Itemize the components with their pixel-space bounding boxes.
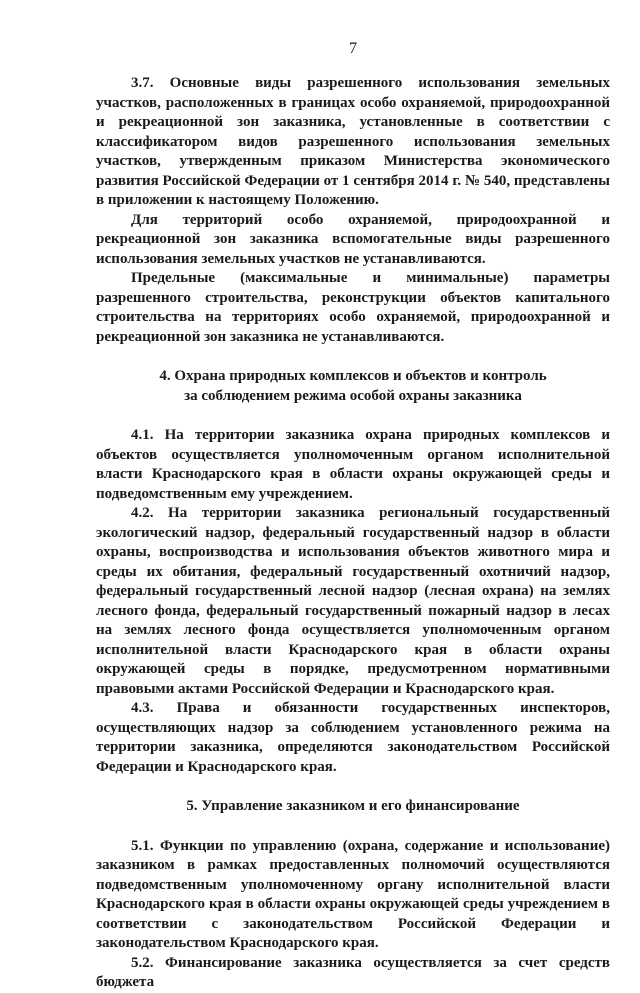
page-number: 7	[349, 40, 357, 57]
paragraph-5-2: 5.2. Финансирование заказника осуществляется за счет средств бюджета	[96, 954, 610, 990]
section-4-heading	[96, 367, 610, 406]
paragraph-4-3: 4.3. Права и обязанности государственных инспекторов, осуществляющих надзор за соблюдением установленного режима на территории заказника, определяются законодательством Российской Федерации и Краснодарского края.	[96, 700, 610, 775]
paragraph-5-1: 5.1. Функции по управлению (охрана, содержание и использование) заказником в рамках предоставленных полномочий осуществляются подведомственным уполномоченному органу исполнительной власти Краснодарского края в области охраны окружающей среды учреждением в соответствии с законодательством Российской Федерации и законодательством Краснодарского края.	[96, 837, 610, 951]
paragraph-4-1: 4.1. На территории заказника охрана природных комплексов и объектов осуществляется уполномоченным органом исполнительной власти Краснодарского края в области охраны окружающей среды и подведомственным ему учреждением.	[96, 427, 610, 502]
section-4-heading-line-2: за соблюдением режима особой охраны заказника	[184, 387, 522, 404]
paragraph-4-2: 4.2. На территории заказника региональный государственный экологический надзор, федеральный государственный надзор в области охраны, воспроизводства и использования объектов животного мира и среды их обитания, федеральный государственный охотничий надзор, федеральный государственный лесной надзор (лесная охрана) на землях лесного фонда, федеральный государственный пожарный надзор в лесах на землях лесного фонда осуществляется уполномоченным органом исполнительной власти Краснодарского края в области охраны окружающей среды в порядке, предусмотренном нормативными правовыми актами Российской Федерации и Краснодарского края.	[96, 505, 610, 697]
paragraph-auxiliary-uses: Для территорий особо охраняемой, природоохранной и рекреационной зон заказника вспомогательные виды разрешенного использования земельных участков не устанавливаются.	[96, 211, 610, 267]
section-4-heading-line-1: 4. Охрана природных комплексов и объектов и контроль	[159, 368, 547, 384]
paragraph-limit-parameters: Предельные (максимальные и минимальные) параметры разрешенного строительства, реконструкции объектов капитального строительства на территориях особо охраняемой, природоохранной и рекреационной зон заказника не устанавливаются.	[96, 270, 610, 345]
section-5-heading: 5. Управление заказником и его финансирование	[186, 798, 520, 814]
paragraph-3-7: 3.7. Основные виды разрешенного использования земельных участков, расположенных в границах особо охраняемой, природоохранной и рекреационной зон заказника, установленные в соответствии с классификатором видов разрешенного использования земельных участков, утвержденным приказом Министерства экономического развития Российской Федерации от 1 сентября 2014 г. № 540, представлены в приложении к настоящему Положению.	[96, 75, 610, 208]
